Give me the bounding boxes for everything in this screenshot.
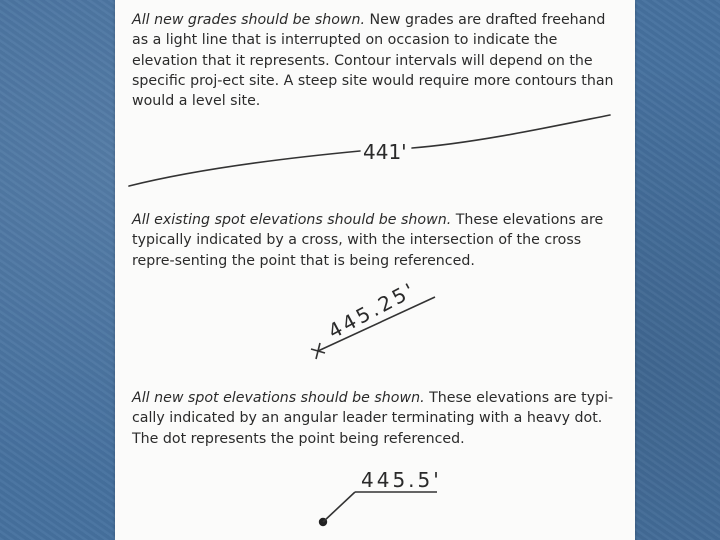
new-spot-leader-diagonal <box>323 492 355 522</box>
paragraph-body: New grades are drafted freehand as a light line that is interrupted on occasion to indicate the elevation that it represents. Contour intervals will depend on the specific proj-ect site. A steep site would require more contours than would a level site. <box>132 12 614 110</box>
existing-spot-elevation-label: 445.25' <box>324 276 421 344</box>
paragraph-body: These elevations are typically indicated by a cross, with the intersection of the cross repre-senting the point that is being referenced. <box>132 212 604 269</box>
new-spot-elevation-label: 445.5' <box>361 468 442 492</box>
paragraph-lead: All new spot elevations should be shown. <box>132 390 425 406</box>
paragraph-body: These elevations are typi-cally indicated by an angular leader terminating with a heavy dot. The dot represents the point being referenced. <box>132 390 614 447</box>
grade-contour-line-left <box>129 151 360 186</box>
paragraph-lead: All new grades should be shown. <box>132 12 366 28</box>
sketch-layer <box>115 0 635 540</box>
new-spot-elevation-symbol <box>319 492 437 526</box>
paragraph-lead: All existing spot elevations should be shown. <box>132 212 452 228</box>
grade-contour-line-right <box>412 115 610 148</box>
document-page <box>115 0 635 540</box>
grade-elevation-label: 441' <box>363 140 407 164</box>
